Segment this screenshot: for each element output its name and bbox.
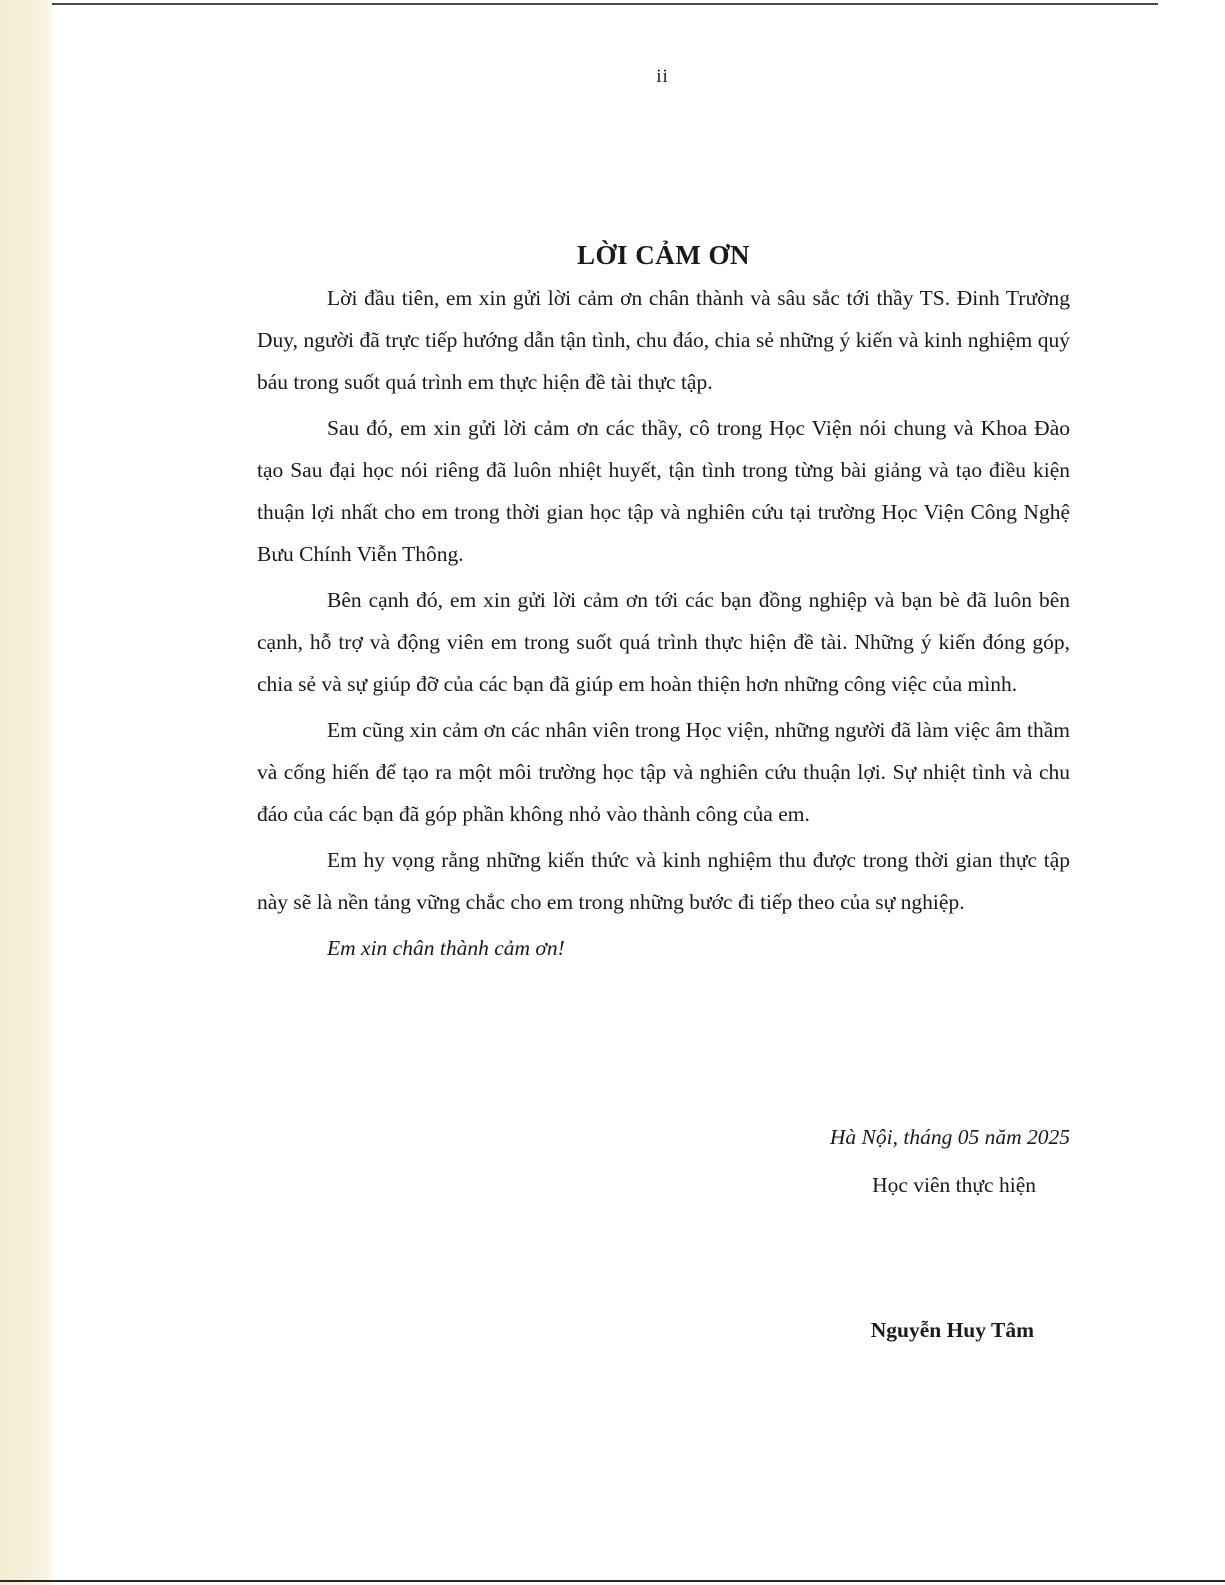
paragraph-2: Sau đó, em xin gửi lời cảm ơn các thầy, cô trong Học Viện nói chung và Khoa Đào tạo Sau đại học nói riêng đã luôn nhiệt huyết, tận tình trong từng bài giảng và tạo điều kiện thuận lợi nhất cho em trong thời gian học tập và nghiên cứu tại trường Học Viện Công Nghệ Bưu Chính Viễn Thông. [257,416,1070,566]
place-and-date: Hà Nội, tháng 05 năm 2025 [829,1125,1070,1149]
page-number: ii [656,66,669,87]
scan-margin-strip [0,0,52,1585]
paragraph-1: Lời đầu tiên, em xin gửi lời cảm ơn chân thành và sâu sắc tới thầy TS. Đinh Trường Duy, người đã trực tiếp hướng dẫn tận tình, chu đáo, chia sẻ những ý kiến và kinh nghiệm quý báu trong suốt quá trình em thực hiện đề tài thực tập. [257,286,1070,394]
document-title: LỜI CẢM ƠN [577,240,750,270]
paragraph-3: Bên cạnh đó, em xin gửi lời cảm ơn tới các bạn đồng nghiệp và bạn bè đã luôn bên cạnh, hỗ trợ và động viên em trong suốt quá trình thực hiện đề tài. Những ý kiến đóng góp, chia sẻ và sự giúp đỡ của các bạn đã giúp em hoàn thiện hơn những công việc của mình. [257,588,1070,696]
closing-thanks: Em xin chân thành cảm ơn! [327,936,565,960]
signatory-role: Học viên thực hiện [872,1173,1036,1197]
signatory-name: Nguyễn Huy Tâm [870,1318,1034,1342]
paragraph-4: Em cũng xin cảm ơn các nhân viên trong Học viện, những người đã làm việc âm thầm và cống hiến để tạo ra một môi trường học tập và nghiên cứu thuận lợi. Sự nhiệt tình và chu đáo của các bạn đã góp phần không nhỏ vào thành công của em. [257,718,1070,826]
document-body [257,240,1070,969]
bottom-border-line [0,1580,1225,1582]
paragraph-5: Em hy vọng rằng những kiến thức và kinh nghiệm thu được trong thời gian thực tập này sẽ là nền tảng vững chắc cho em trong những bước đi tiếp theo của sự nghiệp. [257,848,1070,914]
top-border-line [52,3,1158,5]
